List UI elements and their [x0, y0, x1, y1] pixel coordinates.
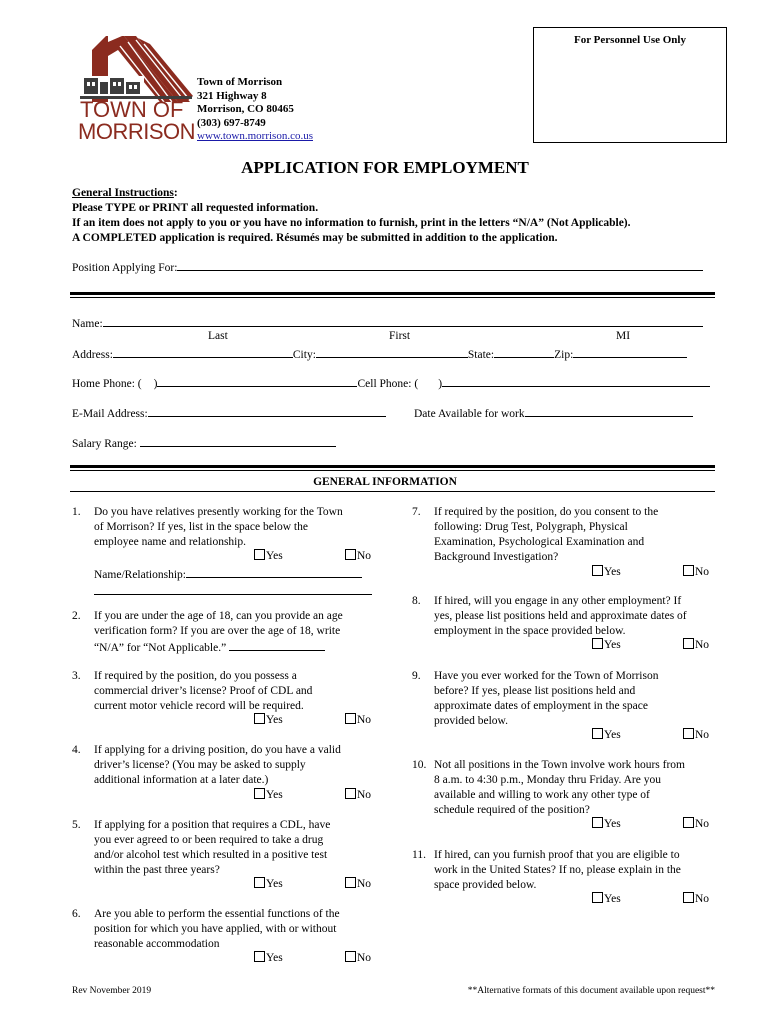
town-address-block [197, 76, 313, 144]
general-info-divider-thin [70, 470, 715, 471]
instructions-line3: A COMPLETED application is required. Résumés may be submitted in addition to the application. [72, 232, 558, 244]
address-input[interactable] [113, 346, 293, 358]
q10-no-checkbox[interactable] [683, 817, 694, 828]
q11-no-option[interactable]: No [683, 892, 709, 905]
q3-no-checkbox[interactable] [345, 713, 356, 724]
q11-yes-checkbox[interactable] [592, 892, 603, 903]
city-input[interactable] [316, 346, 468, 358]
q8-no-option[interactable]: No [683, 638, 709, 651]
q5-no-option[interactable]: No [345, 877, 371, 890]
q8-no-checkbox[interactable] [683, 638, 694, 649]
q8-yes-option[interactable]: Yes [592, 638, 621, 651]
instructions: General Instructions: Please TYPE or PRINT all requested information. If an item does not apply to you or you have no information to furnish, print in the letters “N/A” (Not Applicable). A COMPLETED application is required. Résumés may be submitted in addition to the application. [72, 187, 631, 244]
q2-answer-input[interactable] [229, 639, 325, 651]
q9-no-option[interactable]: No [683, 728, 709, 741]
q1-name-relationship: Name/Relationship: [94, 566, 362, 581]
personnel-use-label: For Personnel Use Only [574, 34, 686, 46]
position-field [72, 259, 703, 274]
phone-row: Home Phone: ( ) Cell Phone: ( ) [72, 375, 710, 390]
page-title: APPLICATION FOR EMPLOYMENT [241, 158, 529, 177]
name-last-label: Last [208, 330, 228, 342]
q4-no-option[interactable]: No [345, 788, 371, 801]
footer-revision: Rev November 2019 [72, 986, 152, 996]
name-mi-label: MI [616, 330, 631, 342]
general-info-divider [70, 465, 715, 468]
state-label: State: [467, 349, 495, 361]
q6-yes-option[interactable]: Yes [254, 951, 283, 964]
home-phone-label: Home Phone: ( [72, 378, 142, 390]
cell-phone-label: Cell Phone: ( [357, 378, 419, 390]
city-label: City: [292, 349, 316, 361]
q3-no-option[interactable]: No [345, 713, 371, 726]
instructions-heading: General Instructions [72, 187, 174, 199]
name-input[interactable] [103, 315, 703, 327]
instructions-line2: If an item does not apply to you or you have no information to furnish, print in the letters “N/A” (Not Applicable). [72, 217, 631, 229]
general-info-heading-rule [70, 491, 715, 492]
name-field [72, 315, 703, 330]
date-available-label: Date Available for work [414, 408, 525, 420]
q5-yes-option[interactable]: Yes [254, 877, 283, 890]
q4-no-checkbox[interactable] [345, 788, 356, 799]
q9-yes-checkbox[interactable] [592, 728, 603, 739]
email-label: E-Mail Address: [72, 408, 148, 420]
q9-yes-option[interactable]: Yes [592, 728, 621, 741]
address-label: Address: [72, 349, 113, 361]
q1-no-option[interactable]: No [345, 549, 371, 562]
q6-yes-checkbox[interactable] [254, 951, 265, 962]
date-available-row [414, 405, 693, 420]
salary-input[interactable] [140, 435, 336, 447]
logo-text-line2: MORRISON [78, 119, 195, 144]
q7-yes-checkbox[interactable] [592, 565, 603, 576]
zip-label: Zip: [554, 349, 574, 361]
q8-yes-checkbox[interactable] [592, 638, 603, 649]
state-input[interactable] [494, 346, 554, 358]
personnel-use-box [533, 27, 727, 143]
town-phone: (303) 697-8749 [197, 116, 266, 129]
q7-no-option[interactable]: No [683, 565, 709, 578]
q4-yes-option[interactable]: Yes [254, 788, 283, 801]
town-logo-graphic [78, 36, 193, 106]
town-street: 321 Highway 8 [197, 89, 267, 102]
q10-yes-checkbox[interactable] [592, 817, 603, 828]
email-row [72, 405, 386, 420]
salary-row [72, 435, 336, 450]
position-input[interactable] [177, 259, 703, 271]
q1-no-checkbox[interactable] [345, 549, 356, 560]
position-label: Position Applying For: [72, 262, 178, 274]
name-first-label: First [389, 330, 411, 342]
q5-no-checkbox[interactable] [345, 877, 356, 888]
q10-no-option[interactable]: No [683, 817, 709, 830]
q1-yes-option[interactable]: Yes [254, 549, 283, 562]
q3-yes-checkbox[interactable] [254, 713, 265, 724]
general-info-heading: GENERAL INFORMATION [313, 476, 457, 488]
q11-no-checkbox[interactable] [683, 892, 694, 903]
date-available-input[interactable] [525, 405, 693, 417]
q1-yes-checkbox[interactable] [254, 549, 265, 560]
logo-text-line1: TOWN OF [80, 97, 184, 122]
town-name: Town of Morrison [197, 76, 283, 88]
cell-phone-input[interactable] [442, 375, 710, 387]
q9-no-checkbox[interactable] [683, 728, 694, 739]
footer-alternative-formats: **Alternative formats of this document available upon request** [467, 986, 715, 996]
name-label: Name: [72, 318, 103, 330]
salary-label: Salary Range: [72, 438, 137, 450]
section-divider [70, 292, 715, 295]
q6-no-checkbox[interactable] [345, 951, 356, 962]
q10-yes-option[interactable]: Yes [592, 817, 621, 830]
zip-input[interactable] [573, 346, 687, 358]
address-row [72, 346, 687, 361]
q6-no-option[interactable]: No [345, 951, 371, 964]
home-phone-input[interactable] [157, 375, 357, 387]
instructions-line1: Please TYPE or PRINT all requested information. [72, 202, 319, 214]
q7-no-checkbox[interactable] [683, 565, 694, 576]
q7-yes-option[interactable]: Yes [592, 565, 621, 578]
q5-yes-checkbox[interactable] [254, 877, 265, 888]
q3-yes-option[interactable]: Yes [254, 713, 283, 726]
q1-name-relationship-input[interactable] [186, 566, 362, 578]
section-divider-thin [70, 297, 715, 298]
town-city: Morrison, CO 80465 [197, 103, 294, 115]
q1-name-relationship-input-2[interactable] [94, 583, 372, 595]
q11-yes-option[interactable]: Yes [592, 892, 621, 905]
email-input[interactable] [148, 405, 386, 417]
town-website-link[interactable]: www.town.morrison.co.us [197, 130, 313, 142]
town-logo [78, 36, 193, 146]
q4-yes-checkbox[interactable] [254, 788, 265, 799]
